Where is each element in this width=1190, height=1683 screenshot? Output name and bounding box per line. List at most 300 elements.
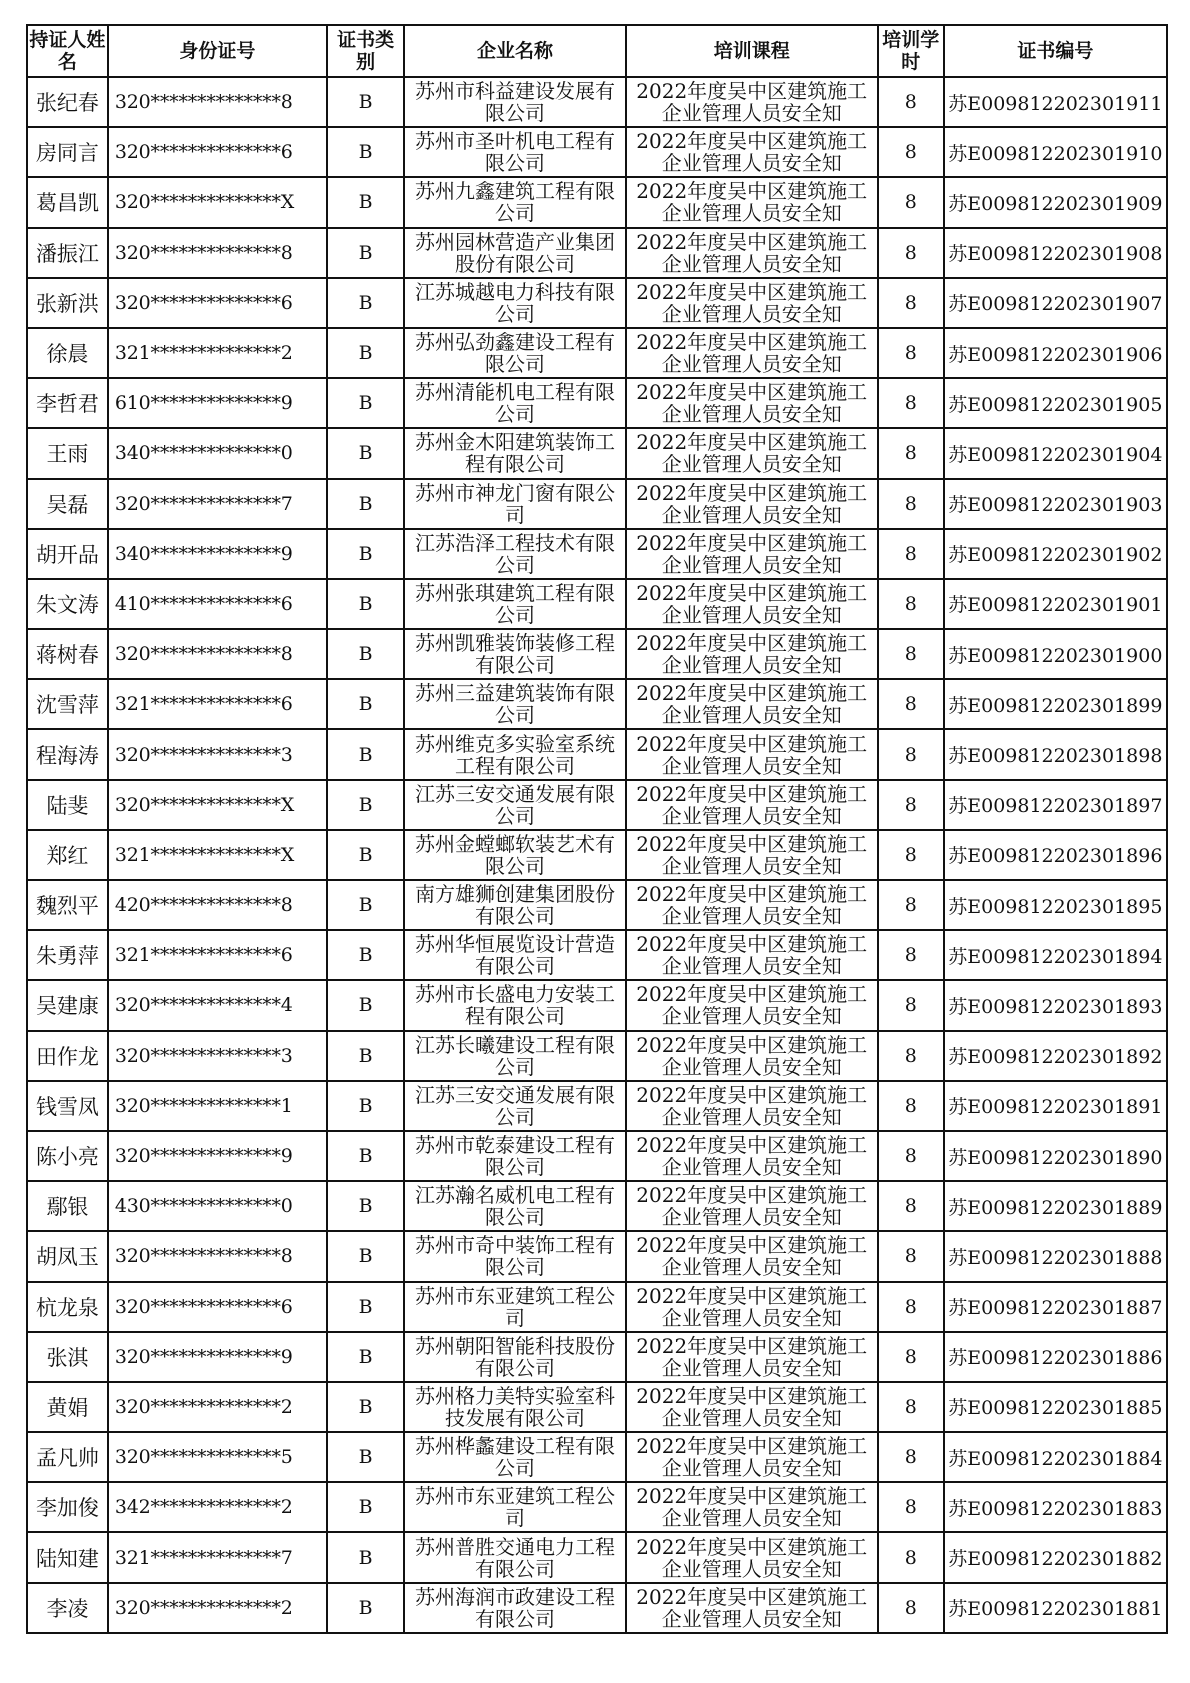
- company-cell: [404, 880, 625, 930]
- company-text: 苏州市乾泰建设工程有限公司: [415, 1134, 615, 1179]
- cert-type-cell: B: [327, 328, 405, 378]
- course-text: 2022年度吴中区建筑施工企业管理人员安全知: [636, 180, 868, 225]
- cert-number-cell: 苏E009812202301903: [944, 479, 1167, 529]
- cert-number-cell: 苏E009812202301881: [944, 1583, 1167, 1633]
- cert-type-cell: B: [327, 479, 405, 529]
- id-number-cell: 342**************2: [108, 1482, 327, 1532]
- cert-number-cell: 苏E009812202301883: [944, 1482, 1167, 1532]
- table-row: [27, 930, 1167, 980]
- cert-type-cell: B: [327, 378, 405, 428]
- table-row: [27, 579, 1167, 629]
- cert-type-cell: B: [327, 830, 405, 880]
- cert-type-cell: B: [327, 1432, 405, 1482]
- company-cell: [404, 1081, 625, 1131]
- holder-name-cell: 孟凡帅: [27, 1432, 108, 1482]
- cert-type-cell: B: [327, 1031, 405, 1081]
- company-cell: [404, 77, 625, 127]
- course-cell: [626, 479, 878, 529]
- cert-number-cell: 苏E009812202301907: [944, 278, 1167, 328]
- cert-number-cell: 苏E009812202301911: [944, 77, 1167, 127]
- course-text: 2022年度吴中区建筑施工企业管理人员安全知: [636, 883, 868, 928]
- holder-name-cell: 张纪春: [27, 77, 108, 127]
- hours-cell: 8: [878, 1131, 944, 1181]
- company-text: 江苏浩泽工程技术有限公司: [415, 531, 615, 576]
- table-row: [27, 529, 1167, 579]
- holder-name-cell: 王雨: [27, 428, 108, 478]
- hours-cell: 8: [878, 278, 944, 328]
- hours-cell: 8: [878, 780, 944, 830]
- company-cell: [404, 1583, 625, 1633]
- course-text: 2022年度吴中区建筑施工企业管理人员安全知: [636, 481, 868, 526]
- hours-cell: 8: [878, 127, 944, 177]
- hours-cell: 8: [878, 629, 944, 679]
- header-cert-type-label: 证书类别: [337, 29, 395, 73]
- holder-name-cell: 李哲君: [27, 378, 108, 428]
- cert-type-cell: B: [327, 1482, 405, 1532]
- table-row: [27, 278, 1167, 328]
- hours-cell: 8: [878, 830, 944, 880]
- cert-number-cell: 苏E009812202301910: [944, 127, 1167, 177]
- hours-cell: 8: [878, 880, 944, 930]
- hours-cell: 8: [878, 1332, 944, 1382]
- cert-type-cell: B: [327, 1583, 405, 1633]
- course-text: 2022年度吴中区建筑施工企业管理人员安全知: [636, 431, 868, 476]
- company-cell: [404, 228, 625, 278]
- cert-type-cell: B: [327, 679, 405, 729]
- holder-name-cell: 吴磊: [27, 479, 108, 529]
- company-cell: [404, 1282, 625, 1332]
- company-text: 苏州朝阳智能科技股份有限公司: [415, 1334, 615, 1379]
- holder-name-cell: 胡开品: [27, 529, 108, 579]
- table-row: [27, 679, 1167, 729]
- course-cell: [626, 1031, 878, 1081]
- id-number-cell: 320**************5: [108, 1432, 327, 1482]
- course-text: 2022年度吴中区建筑施工企业管理人员安全知: [636, 1033, 868, 1078]
- cert-type-cell: B: [327, 77, 405, 127]
- course-cell: [626, 1081, 878, 1131]
- header-row: [27, 25, 1167, 77]
- id-number-cell: 321**************6: [108, 930, 327, 980]
- hours-cell: 8: [878, 1081, 944, 1131]
- course-cell: [626, 629, 878, 679]
- company-cell: [404, 1532, 625, 1582]
- table-row: [27, 629, 1167, 679]
- company-text: 苏州凯雅装饰装修工程有限公司: [415, 632, 615, 677]
- id-number-cell: 320**************1: [108, 1081, 327, 1131]
- company-text: 苏州格力美特实验室科技发展有限公司: [415, 1384, 615, 1429]
- course-cell: [626, 679, 878, 729]
- company-text: 苏州金木阳建筑装饰工程有限公司: [415, 431, 615, 476]
- table-row: [27, 228, 1167, 278]
- id-number-cell: 320**************9: [108, 1332, 327, 1382]
- course-text: 2022年度吴中区建筑施工企业管理人员安全知: [636, 832, 868, 877]
- id-number-cell: 320**************6: [108, 127, 327, 177]
- company-cell: [404, 378, 625, 428]
- course-text: 2022年度吴中区建筑施工企业管理人员安全知: [636, 1083, 868, 1128]
- company-text: 苏州市奇中装饰工程有限公司: [415, 1234, 615, 1279]
- course-cell: [626, 1432, 878, 1482]
- holder-name-cell: 葛昌凯: [27, 177, 108, 227]
- cert-type-cell: B: [327, 278, 405, 328]
- company-cell: [404, 1332, 625, 1382]
- cert-number-cell: 苏E009812202301902: [944, 529, 1167, 579]
- holder-name-cell: 朱文涛: [27, 579, 108, 629]
- cert-type-cell: B: [327, 880, 405, 930]
- header-cert-no: 证书编号: [944, 25, 1167, 77]
- table-row: [27, 1181, 1167, 1231]
- cert-number-cell: 苏E009812202301886: [944, 1332, 1167, 1382]
- course-cell: [626, 980, 878, 1030]
- id-number-cell: 430**************0: [108, 1181, 327, 1231]
- company-text: 江苏城越电力科技有限公司: [415, 280, 615, 325]
- company-text: 苏州维克多实验室系统工程有限公司: [415, 732, 615, 777]
- holder-name-cell: 徐晨: [27, 328, 108, 378]
- course-text: 2022年度吴中区建筑施工企业管理人员安全知: [636, 531, 868, 576]
- hours-cell: 8: [878, 1031, 944, 1081]
- cert-type-cell: B: [327, 980, 405, 1030]
- cert-type-cell: B: [327, 729, 405, 779]
- course-cell: [626, 1532, 878, 1582]
- course-cell: [626, 1583, 878, 1633]
- course-cell: [626, 729, 878, 779]
- table-row: [27, 127, 1167, 177]
- id-number-cell: 321**************2: [108, 328, 327, 378]
- course-cell: [626, 228, 878, 278]
- company-cell: [404, 679, 625, 729]
- company-text: 苏州华恒展览设计营造有限公司: [415, 933, 615, 978]
- company-text: 江苏瀚名威机电工程有限公司: [415, 1184, 615, 1229]
- header-holder: [27, 25, 108, 77]
- course-cell: [626, 328, 878, 378]
- hours-cell: 8: [878, 579, 944, 629]
- company-cell: [404, 479, 625, 529]
- hours-cell: 8: [878, 378, 944, 428]
- course-text: 2022年度吴中区建筑施工企业管理人员安全知: [636, 732, 868, 777]
- course-cell: [626, 1382, 878, 1432]
- hours-cell: 8: [878, 980, 944, 1030]
- cert-number-cell: 苏E009812202301909: [944, 177, 1167, 227]
- table-row: [27, 1231, 1167, 1281]
- hours-cell: 8: [878, 930, 944, 980]
- cert-type-cell: B: [327, 428, 405, 478]
- id-number-cell: 320**************2: [108, 1382, 327, 1432]
- cert-number-cell: 苏E009812202301891: [944, 1081, 1167, 1131]
- cert-number-cell: 苏E009812202301888: [944, 1231, 1167, 1281]
- hours-cell: 8: [878, 1181, 944, 1231]
- id-number-cell: 320**************8: [108, 77, 327, 127]
- holder-name-cell: 程海涛: [27, 729, 108, 779]
- holder-name-cell: 杭龙泉: [27, 1282, 108, 1332]
- company-cell: [404, 1181, 625, 1231]
- cert-number-cell: 苏E009812202301884: [944, 1432, 1167, 1482]
- company-text: 苏州园林营造产业集团股份有限公司: [415, 230, 615, 275]
- table-row: [27, 177, 1167, 227]
- cert-number-cell: 苏E009812202301894: [944, 930, 1167, 980]
- cert-number-cell: 苏E009812202301896: [944, 830, 1167, 880]
- company-cell: [404, 729, 625, 779]
- hours-cell: 8: [878, 529, 944, 579]
- course-cell: [626, 1332, 878, 1382]
- hours-cell: 8: [878, 428, 944, 478]
- hours-cell: 8: [878, 228, 944, 278]
- holder-name-cell: 陈小亮: [27, 1131, 108, 1181]
- cert-type-cell: B: [327, 1231, 405, 1281]
- table-row: [27, 1131, 1167, 1181]
- cert-number-cell: 苏E009812202301900: [944, 629, 1167, 679]
- id-number-cell: 320**************8: [108, 228, 327, 278]
- table-row: [27, 1382, 1167, 1432]
- table-row: [27, 880, 1167, 930]
- company-cell: [404, 328, 625, 378]
- company-text: 苏州弘劲鑫建设工程有限公司: [415, 331, 615, 376]
- cert-number-cell: 苏E009812202301890: [944, 1131, 1167, 1181]
- id-number-cell: 320**************2: [108, 1583, 327, 1633]
- course-text: 2022年度吴中区建筑施工企业管理人员安全知: [636, 331, 868, 376]
- hours-cell: 8: [878, 177, 944, 227]
- cert-number-cell: 苏E009812202301893: [944, 980, 1167, 1030]
- id-number-cell: 320**************8: [108, 1231, 327, 1281]
- id-number-cell: 321**************7: [108, 1532, 327, 1582]
- course-text: 2022年度吴中区建筑施工企业管理人员安全知: [636, 682, 868, 727]
- table-row: [27, 77, 1167, 127]
- company-text: 江苏三安交通发展有限公司: [415, 1083, 615, 1128]
- company-text: 苏州市圣叶机电工程有限公司: [415, 130, 615, 175]
- holder-name-cell: 沈雪萍: [27, 679, 108, 729]
- company-text: 苏州海润市政建设工程有限公司: [415, 1585, 615, 1630]
- id-number-cell: 321**************6: [108, 679, 327, 729]
- hours-cell: 8: [878, 1583, 944, 1633]
- course-text: 2022年度吴中区建筑施工企业管理人员安全知: [636, 1184, 868, 1229]
- id-number-cell: 321**************X: [108, 830, 327, 880]
- company-cell: [404, 1432, 625, 1482]
- holder-name-cell: 陆斐: [27, 780, 108, 830]
- table-row: [27, 980, 1167, 1030]
- cert-type-cell: B: [327, 1282, 405, 1332]
- course-cell: [626, 529, 878, 579]
- course-text: 2022年度吴中区建筑施工企业管理人员安全知: [636, 1435, 868, 1480]
- cert-number-cell: 苏E009812202301906: [944, 328, 1167, 378]
- cert-type-cell: B: [327, 529, 405, 579]
- cert-number-cell: 苏E009812202301885: [944, 1382, 1167, 1432]
- course-text: 2022年度吴中区建筑施工企业管理人员安全知: [636, 581, 868, 626]
- company-cell: [404, 127, 625, 177]
- hours-cell: 8: [878, 479, 944, 529]
- company-text: 苏州九鑫建筑工程有限公司: [415, 180, 615, 225]
- course-text: 2022年度吴中区建筑施工企业管理人员安全知: [636, 782, 868, 827]
- table-row: [27, 479, 1167, 529]
- cert-type-cell: B: [327, 1081, 405, 1131]
- hours-cell: 8: [878, 729, 944, 779]
- id-number-cell: 320**************9: [108, 1131, 327, 1181]
- course-cell: [626, 1231, 878, 1281]
- header-id: 身份证号: [108, 25, 327, 77]
- hours-cell: 8: [878, 1382, 944, 1432]
- course-text: 2022年度吴中区建筑施工企业管理人员安全知: [636, 1234, 868, 1279]
- cert-type-cell: B: [327, 579, 405, 629]
- header-course: 培训课程: [626, 25, 878, 77]
- course-cell: [626, 1181, 878, 1231]
- table-row: [27, 830, 1167, 880]
- cert-number-cell: 苏E009812202301897: [944, 780, 1167, 830]
- company-cell: [404, 529, 625, 579]
- header-holder-label: 持证人姓名: [29, 29, 106, 73]
- table-row: [27, 1282, 1167, 1332]
- id-number-cell: 410**************6: [108, 579, 327, 629]
- table-row: [27, 729, 1167, 779]
- company-text: 苏州市东亚建筑工程公司: [415, 1284, 615, 1329]
- cert-number-cell: 苏E009812202301887: [944, 1282, 1167, 1332]
- id-number-cell: 340**************0: [108, 428, 327, 478]
- holder-name-cell: 李加俊: [27, 1482, 108, 1532]
- holder-name-cell: 黄娟: [27, 1382, 108, 1432]
- holder-name-cell: 朱勇萍: [27, 930, 108, 980]
- holder-name-cell: 潘振江: [27, 228, 108, 278]
- cert-number-cell: 苏E009812202301892: [944, 1031, 1167, 1081]
- holder-name-cell: 胡凤玉: [27, 1231, 108, 1281]
- cert-type-cell: B: [327, 177, 405, 227]
- header-company: 企业名称: [404, 25, 625, 77]
- id-number-cell: 320**************X: [108, 780, 327, 830]
- company-text: 苏州普胜交通电力工程有限公司: [415, 1535, 615, 1580]
- course-cell: [626, 177, 878, 227]
- hours-cell: 8: [878, 1432, 944, 1482]
- company-text: 苏州清能机电工程有限公司: [415, 381, 615, 426]
- holder-name-cell: 钱雪凤: [27, 1081, 108, 1131]
- table-row: [27, 328, 1167, 378]
- cert-number-cell: 苏E009812202301898: [944, 729, 1167, 779]
- hours-cell: 8: [878, 1282, 944, 1332]
- cert-number-cell: 苏E009812202301905: [944, 378, 1167, 428]
- cert-type-cell: B: [327, 228, 405, 278]
- cert-number-cell: 苏E009812202301895: [944, 880, 1167, 930]
- holder-name-cell: 吴建康: [27, 980, 108, 1030]
- table-row: [27, 1031, 1167, 1081]
- course-text: 2022年度吴中区建筑施工企业管理人员安全知: [636, 80, 868, 125]
- company-text: 江苏三安交通发展有限公司: [415, 782, 615, 827]
- cert-type-cell: B: [327, 1332, 405, 1382]
- course-text: 2022年度吴中区建筑施工企业管理人员安全知: [636, 1384, 868, 1429]
- company-text: 苏州三益建筑装饰有限公司: [415, 682, 615, 727]
- course-cell: [626, 780, 878, 830]
- company-text: 苏州金螳螂软装艺术有限公司: [415, 832, 615, 877]
- table-row: [27, 1482, 1167, 1532]
- course-cell: [626, 378, 878, 428]
- course-text: 2022年度吴中区建筑施工企业管理人员安全知: [636, 280, 868, 325]
- company-cell: [404, 930, 625, 980]
- hours-cell: 8: [878, 1532, 944, 1582]
- company-cell: [404, 177, 625, 227]
- table-row: [27, 1332, 1167, 1382]
- company-cell: [404, 1131, 625, 1181]
- holder-name-cell: 田作龙: [27, 1031, 108, 1081]
- company-text: 苏州桦蠡建设工程有限公司: [415, 1435, 615, 1480]
- course-cell: [626, 880, 878, 930]
- cert-type-cell: B: [327, 780, 405, 830]
- cert-number-cell: 苏E009812202301908: [944, 228, 1167, 278]
- table-row: [27, 428, 1167, 478]
- company-text: 苏州市长盛电力安装工程有限公司: [415, 983, 615, 1028]
- course-text: 2022年度吴中区建筑施工企业管理人员安全知: [636, 1334, 868, 1379]
- course-text: 2022年度吴中区建筑施工企业管理人员安全知: [636, 1284, 868, 1329]
- cert-type-cell: B: [327, 127, 405, 177]
- cert-type-cell: B: [327, 1532, 405, 1582]
- company-text: 苏州张琪建筑工程有限公司: [415, 581, 615, 626]
- table-row: [27, 1532, 1167, 1582]
- id-number-cell: 320**************6: [108, 1282, 327, 1332]
- holder-name-cell: 李凌: [27, 1583, 108, 1633]
- id-number-cell: 610**************9: [108, 378, 327, 428]
- header-hours-label: 培训学时: [882, 29, 940, 73]
- course-text: 2022年度吴中区建筑施工企业管理人员安全知: [636, 381, 868, 426]
- cert-type-cell: B: [327, 1382, 405, 1432]
- cert-number-cell: 苏E009812202301901: [944, 579, 1167, 629]
- course-cell: [626, 278, 878, 328]
- cert-number-cell: 苏E009812202301899: [944, 679, 1167, 729]
- id-number-cell: 320**************6: [108, 278, 327, 328]
- id-number-cell: 340**************9: [108, 529, 327, 579]
- course-text: 2022年度吴中区建筑施工企业管理人员安全知: [636, 632, 868, 677]
- course-text: 2022年度吴中区建筑施工企业管理人员安全知: [636, 983, 868, 1028]
- course-cell: [626, 127, 878, 177]
- course-cell: [626, 1482, 878, 1532]
- course-cell: [626, 830, 878, 880]
- holder-name-cell: 张新洪: [27, 278, 108, 328]
- cert-number-cell: 苏E009812202301882: [944, 1532, 1167, 1582]
- header-hours: [878, 25, 944, 77]
- id-number-cell: 320**************X: [108, 177, 327, 227]
- company-text: 苏州市神龙门窗有限公司: [415, 481, 615, 526]
- cert-number-cell: 苏E009812202301889: [944, 1181, 1167, 1231]
- id-number-cell: 420**************8: [108, 880, 327, 930]
- company-cell: [404, 579, 625, 629]
- company-cell: [404, 1031, 625, 1081]
- course-cell: [626, 579, 878, 629]
- header-cert-type: [327, 25, 405, 77]
- hours-cell: 8: [878, 1482, 944, 1532]
- course-text: 2022年度吴中区建筑施工企业管理人员安全知: [636, 1485, 868, 1530]
- table-row: [27, 1583, 1167, 1633]
- hours-cell: 8: [878, 328, 944, 378]
- cert-type-cell: B: [327, 930, 405, 980]
- holder-name-cell: 陆知建: [27, 1532, 108, 1582]
- holder-name-cell: 郑红: [27, 830, 108, 880]
- certificate-roster-table: [26, 24, 1168, 1634]
- course-cell: [626, 1282, 878, 1332]
- course-text: 2022年度吴中区建筑施工企业管理人员安全知: [636, 1134, 868, 1179]
- course-cell: [626, 77, 878, 127]
- table-row: [27, 1081, 1167, 1131]
- id-number-cell: 320**************4: [108, 980, 327, 1030]
- holder-name-cell: 张淇: [27, 1332, 108, 1382]
- company-cell: [404, 1482, 625, 1532]
- course-text: 2022年度吴中区建筑施工企业管理人员安全知: [636, 933, 868, 978]
- id-number-cell: 320**************7: [108, 479, 327, 529]
- course-cell: [626, 930, 878, 980]
- course-cell: [626, 1131, 878, 1181]
- id-number-cell: 320**************3: [108, 729, 327, 779]
- company-cell: [404, 1231, 625, 1281]
- company-cell: [404, 830, 625, 880]
- company-text: 苏州市科益建设发展有限公司: [415, 80, 615, 125]
- company-cell: [404, 278, 625, 328]
- hours-cell: 8: [878, 1231, 944, 1281]
- course-text: 2022年度吴中区建筑施工企业管理人员安全知: [636, 130, 868, 175]
- table-row: [27, 1432, 1167, 1482]
- company-text: 江苏长曦建设工程有限公司: [415, 1033, 615, 1078]
- cert-type-cell: B: [327, 1181, 405, 1231]
- hours-cell: 8: [878, 77, 944, 127]
- table-row: [27, 378, 1167, 428]
